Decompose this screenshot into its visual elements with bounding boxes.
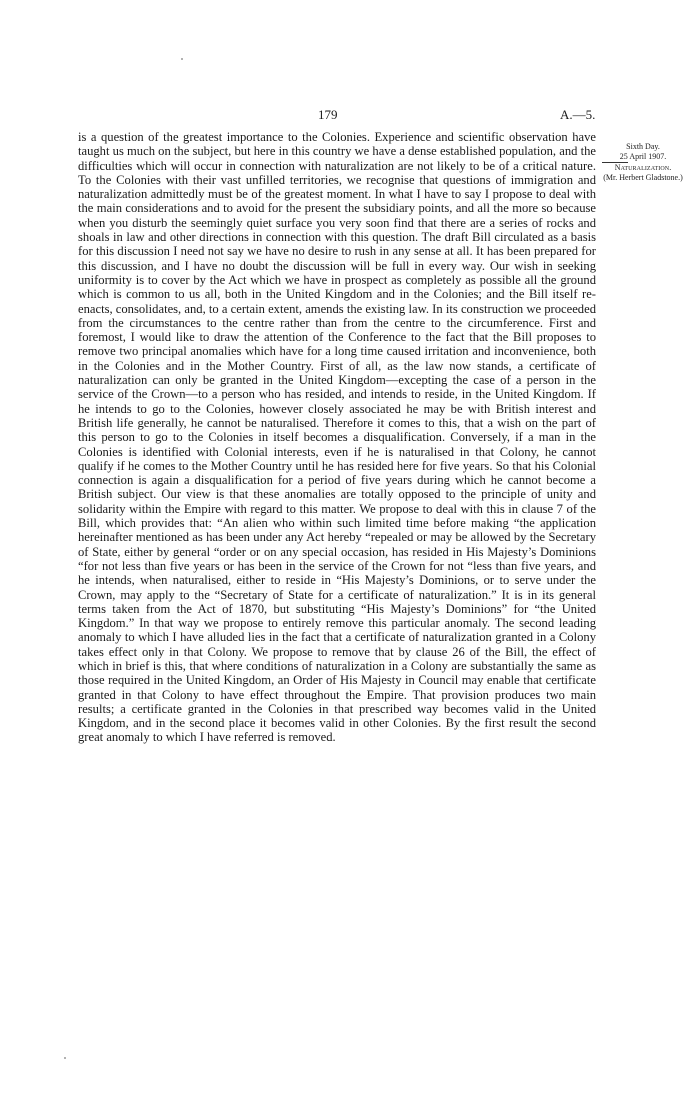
sidenote-speaker: (Mr. Herbert Gladstone.) [603, 173, 683, 182]
body-paragraph: is a question of the greatest importance to the Colonies. Experience and scientific observation have taught us much on the subject, but here in this country we have a dense established population, and the difficulties which will occur in connection with naturalization are not likely to be of a critical nature. To the Colonies with their vast unfilled territories, we recognise that questions of immigration and naturalization admittedly must be of the greatest moment. In what I have to say I propose to deal with the main considerations and to avoid for the present the subsidiary points, and all the more so because when you disturb the seemingly quiet surface you very soon find that there are a series of rocks and shoals in law and other directions in connection with this question. The draft Bill circulated as a basis for this discussion I need not say we have no desire to rush in any sense at all. It has been prepared for this discussion, and I have no doubt the discussion will be full in every way. Our wish in seeking uniformity is to cover by the Act which we have in prospect as completely as possible all the ground which is common to us all, both in the United Kingdom and in the Colonies; and the Bill itself re-enacts, consolidates, and, to a certain extent, amends the existing law. In its construction we proceeded from the circumstances to the centre rather than from the centre to the circumference. First and foremost, I would like to draw the attention of the Conference to the fact that the Bill proposes to remove two principal anomalies which have for a long time caused irritation and inconvenience, both in the Colonies and in the Mother Country. First of all, as the law now stands, a certificate of naturalization can only be granted in the United Kingdom—excepting the case of a person in the service of the Crown—to a person who has resided, and intends to reside, in the United Kingdom. If he intends to go to the Colonies, however closely associated he may be with British interest and British life generally, he cannot be naturalised. Therefore it comes to this, that a wish on the part of this person to go to the Colonies in itself becomes a disqualification. Conversely, if a man in the Colonies is identified with Colonial interests, even if he is naturalised in that Colony, he cannot qualify if he comes to the Mother Country until he has resided here for five years. So that his Colonial connection is again a disqualification for a period of five years during which he cannot become a British subject. Our view is that these anomalies are totally opposed to the principle of unity and solidarity within the Empire with regard to this matter. We propose to deal with this in clause 7 of the Bill, which provides that: “An alien who within such limited time before making “the application hereinafter mentioned as has been under any Act hereby “repealed or may be allowed by the Secretary of State, either by general “order or on any special occasion, has resided in His Majesty’s Dominions “for not less than five years or has been in the service of the Crown for not “less than five years, and he intends, when naturalised, either to reside in “His Majesty’s Dominions, or to serve under the Crown, may apply to the “Secretary of State for a certificate of naturalization.” It is in its general terms taken from the Act of 1870, but substituting “His Majesty’s Dominions” for “the United Kingdom.” In that way we propose to entirely remove this particular anomaly. The second leading anomaly to which I have alluded lies in the fact that a certificate of naturalization granted in a Colony takes effect only in that Colony. We propose to remove that by clause 26 of the Bill, the effect of which in brief is this, that where conditions of naturalization in a Colony are substantially the same as those required in the United Kingdom, an Order of His Majesty in Council may enable that certificate granted in that Colony to have effect throughout the Empire. That provision produces two main results; a certificate granted in the Colonies in that prescribed way becomes valid in the United Kingdom, and in the second place it becomes valid in other Colonies. By the first result the second great anomaly to which I have referred is removed. [78, 130, 596, 745]
scan-speck-top [181, 58, 183, 60]
sidenote-date: 25 April 1907. [619, 152, 667, 161]
sidenote-subject: Naturalization. [614, 163, 672, 172]
page-number: 179 [318, 107, 338, 122]
margin-note [602, 142, 684, 183]
document-reference: A.—5. [560, 107, 596, 122]
sidenote-day: Sixth Day. [626, 142, 660, 151]
scan-speck-bottom [64, 1057, 66, 1059]
